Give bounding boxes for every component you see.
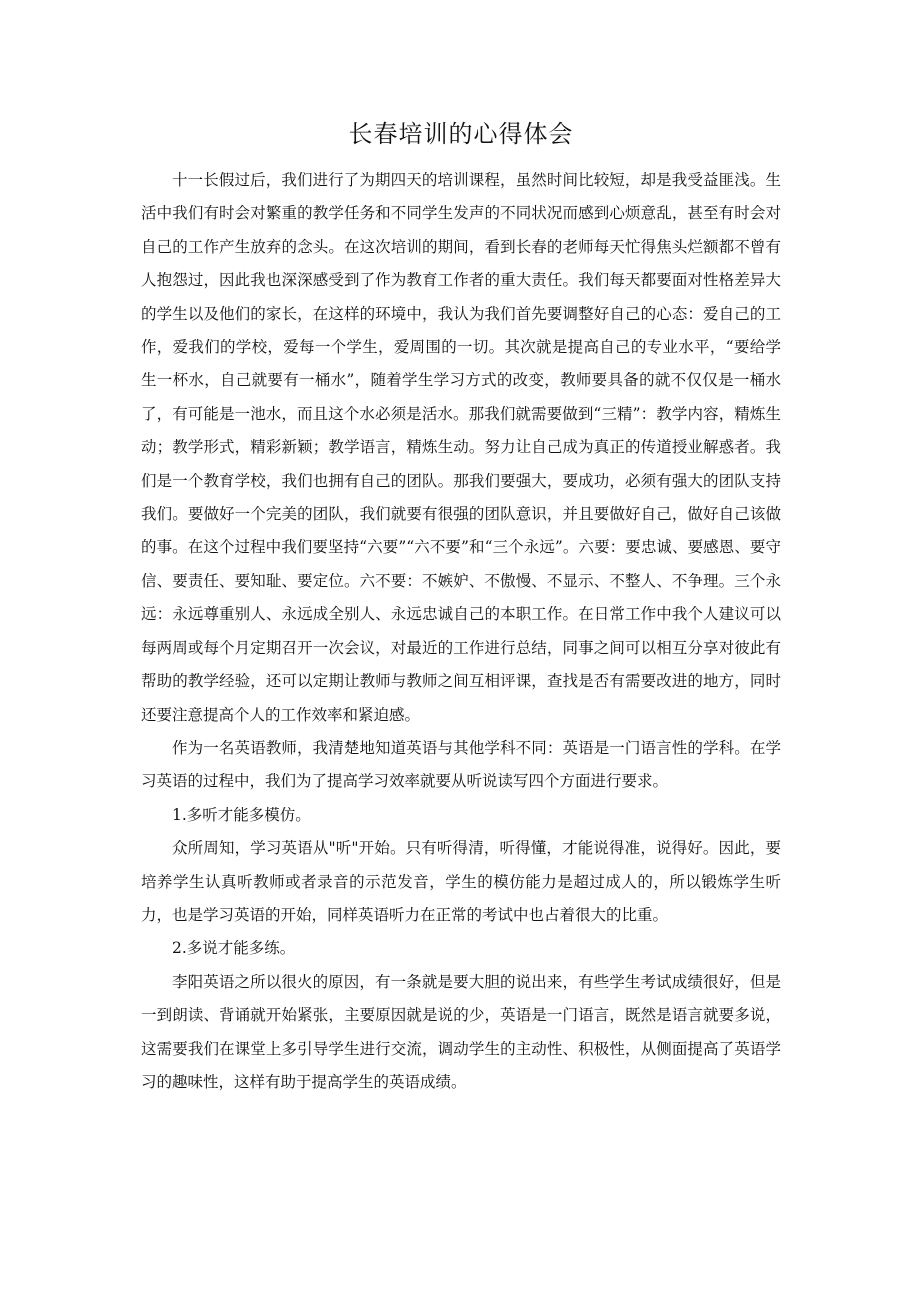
document-title: 长春培训的心得体会	[348, 120, 574, 148]
paragraph-english-teacher: 作为一名英语教师，我清楚地知道英语与其他学科不同：英语是一门语言性的学科。在学习英语的过程中，我们为了提高学习效率就要从听说读写四个方面进行要求。	[141, 738, 781, 791]
heading-speak-more: 2.多说才能多练。	[172, 939, 296, 958]
document-body	[141, 116, 781, 1099]
heading-listen-more: 1.多听才能多模仿。	[172, 805, 311, 824]
paragraph-listening: 众所周知，学习英语从"听"开始。只有听得清，听得懂，才能说得准，说得好。因此，要培养学生认真听教师或者录音的示范发音，学生的模仿能力是超过成人的，所以锻炼学生听力，也是学习英语的开始，同样英语听力在正常的考试中也占着很大的比重。	[141, 839, 781, 924]
paragraph-training-reflection: 十一长假过后，我们进行了为期四天的培训课程，虽然时间比较短，却是我受益匪浅。生活中我们有时会对繁重的教学任务和不同学生发声的不同状况而感到心烦意乱，甚至有时会对自己的工作产生放弃的念头。在这次培训的期间，看到长春的老师每天忙得焦头烂额都不曾有人抱怨过，因此我也深深感受到了作为教育工作者的重大责任。我们每天都要面对性格差异大的学生以及他们的家长，在这样的环境中，我认为我们首先要调整好自己的心态：爱自己的工作，爱我们的学校，爱每一个学生，爱周围的一切。其次就是提高自己的专业水平，“要给学生一杯水，自己就要有一桶水”，随着学生学习方式的改变，教师要具备的就不仅仅是一桶水了，有可能是一池水，而且这个水必须是活水。那我们就需要做到“三精”：教学内容，精炼生动；教学形式，精彩新颖；教学语言，精炼生动。努力让自己成为真正的传道授业解惑者。我们是一个教育学校，我们也拥有自己的团队。那我们要强大，要成功，必须有强大的团队支持我们。要做好一个完美的团队，我们就要有很强的团队意识，并且要做好自己，做好自己该做的事。在这个过程中我们要坚持“六要”“六不要”和“三个永远”。六要：要忠诚、要感恩、要守信、要责任、要知耻、要定位。六不要：不嫉妒、不傲慢、不显示、不整人、不争理。三个永远：永远尊重别人、永远成全别人、永远忠诚自己的本职工作。在日常工作中我个人建议可以每两周或每个月定期召开一次会议，对最近的工作进行总结，同事之间可以相互分享对彼此有帮助的教学经验，还可以定期让教师与教师之间互相评课，查找是否有需要改进的地方，同时还要注意提高个人的工作效率和紧迫感。	[141, 171, 781, 724]
paragraph-speaking: 李阳英语之所以很火的原因，有一条就是要大胆的说出来，有些学生考试成绩很好，但是一到朗读、背诵就开始紧张，主要原因就是说的少，英语是一门语言，既然是语言就要多说，这需要我们在课堂上多引导学生进行交流，调动学生的主动性、积极性，从侧面提高了英语学习的趣味性，这样有助于提高学生的英语成绩。	[141, 972, 781, 1091]
